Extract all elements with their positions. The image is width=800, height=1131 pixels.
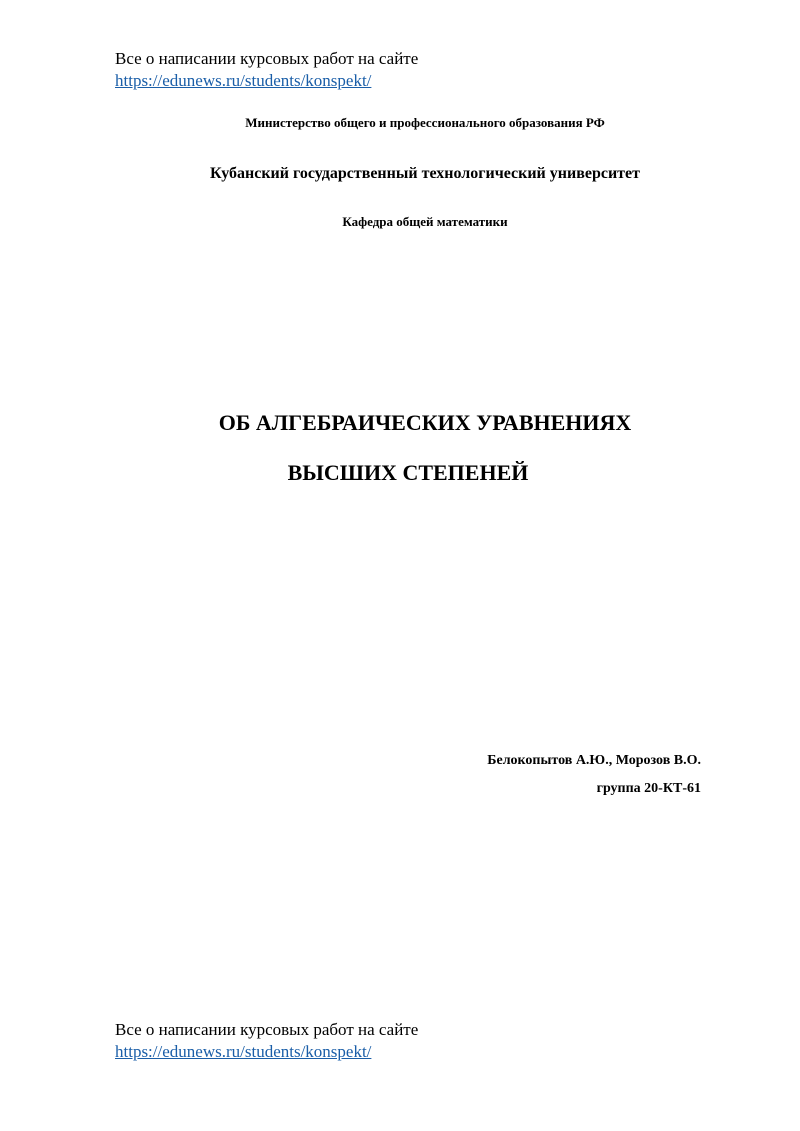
- promo-footer: [115, 1019, 418, 1063]
- document-title-line-1: ОБ АЛГЕБРАИЧЕСКИХ УРАВНЕНИЯХ: [218, 410, 632, 435]
- university-name: Кубанский государственный технологический университет: [210, 165, 640, 182]
- ministry-name: Министерство общего и профессионального образования РФ: [245, 115, 605, 130]
- promo-text: Все о написании курсовых работ на сайте: [115, 49, 419, 68]
- promo-link[interactable]: https://edunews.ru/students/konspekt/: [115, 71, 372, 90]
- document-title-line-2: ВЫСШИХ СТЕПЕНЕЙ: [287, 460, 529, 485]
- department-name: Кафедра общей математики: [342, 214, 508, 229]
- promo-header: [115, 48, 418, 92]
- student-group: группа 20-КТ-61: [596, 781, 701, 796]
- promo-link[interactable]: https://edunews.ru/students/konspekt/: [115, 1042, 372, 1061]
- author-names: Белокопытов А.Ю., Морозов В.О.: [487, 753, 701, 768]
- promo-text: Все о написании курсовых работ на сайте: [115, 1020, 419, 1039]
